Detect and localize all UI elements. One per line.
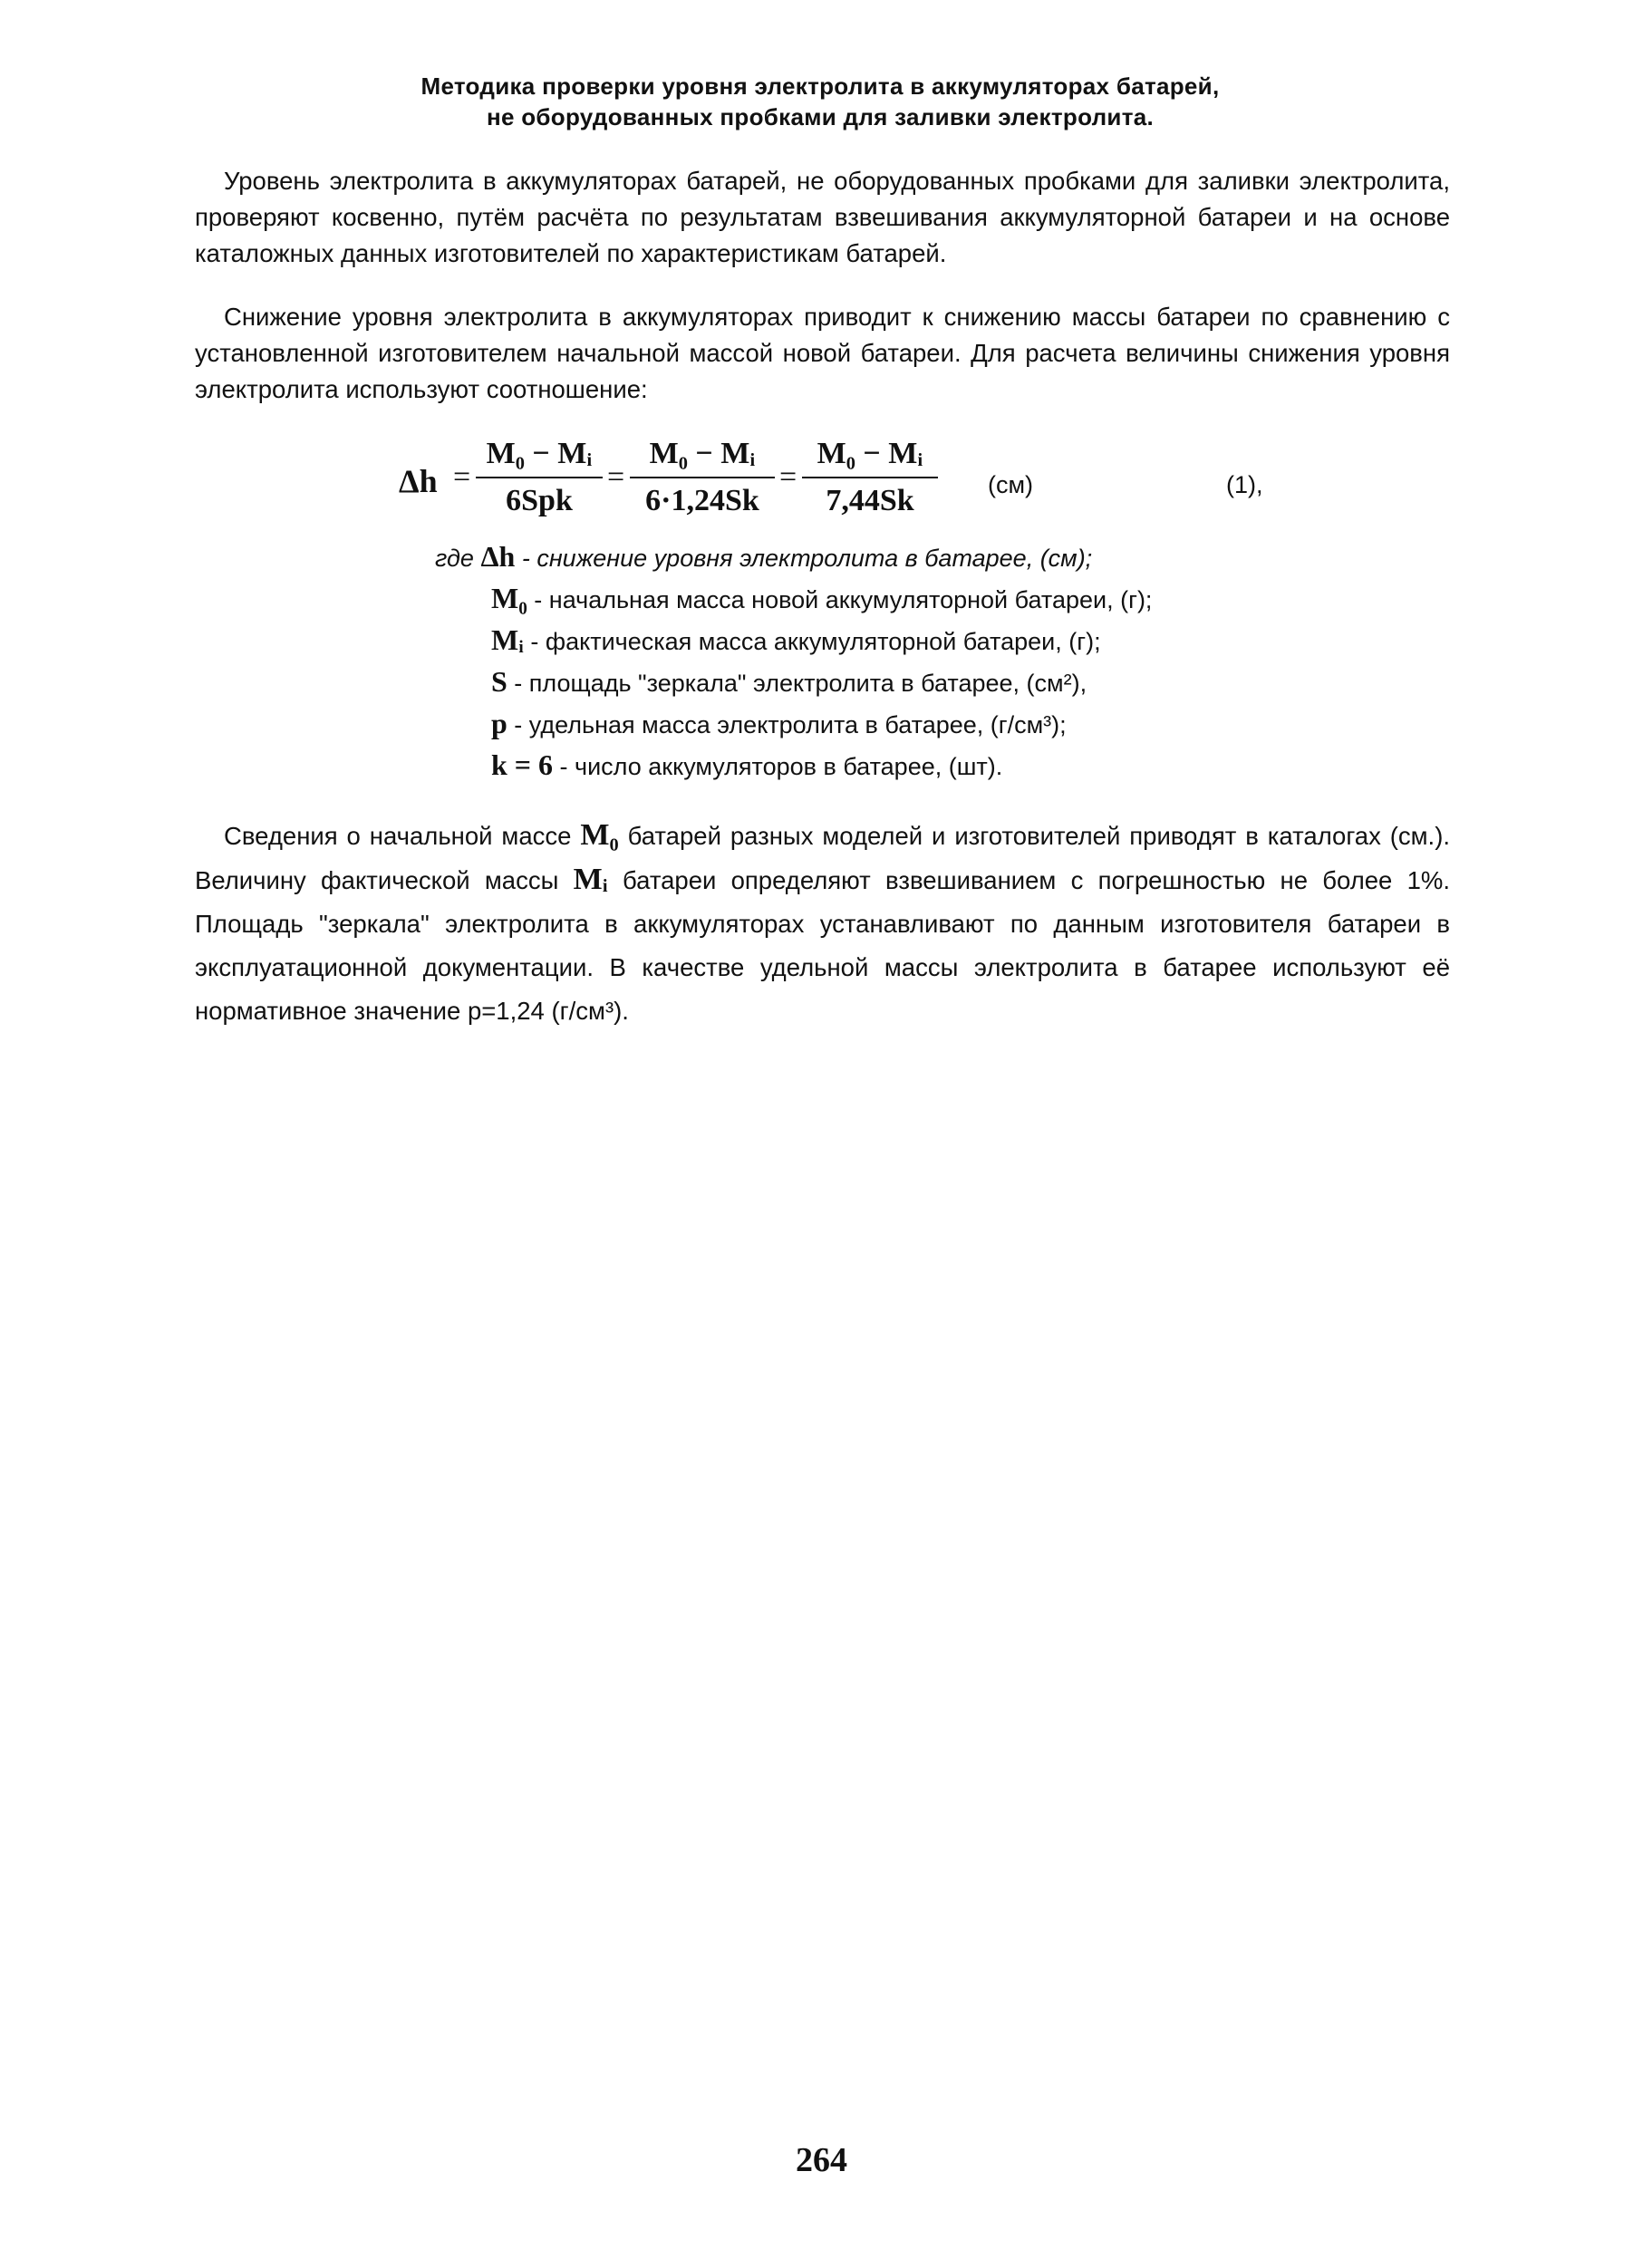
formula-1 [399, 433, 1305, 533]
definition-text: - фактическая масса аккумуляторной батареи, (г); [523, 628, 1101, 655]
page-number: 264 [796, 2141, 847, 2179]
formula-equals-2: = [607, 460, 625, 494]
document-title [227, 71, 1414, 132]
formula-fraction-3 [802, 433, 938, 522]
definitions-list [435, 536, 1432, 787]
definition-row [491, 578, 1432, 620]
paragraph-level-drop: Снижение уровня электролита в аккумуляторах приводит к снижению массы батареи по сравнению с установленной изготовителем начальной массой новой батареи. Для расчета величины снижения уровня электролита используют соотношение: [195, 303, 1450, 403]
paragraph3-text-3: батареи определяют взвешиванием с погрешностью не более 1%. Площадь "зеркала" электролита в аккумуляторах устанавливают по данным изготовителя батареи в эксплуатационной документации. В качестве удельной массы электролита в батарее используют её нормативное значение p=1,24 (г/см³). [195, 866, 1450, 1025]
definition-row [491, 703, 1432, 745]
definition-text: - площадь "зеркала" электролита в батарее, (см²), [507, 670, 1087, 697]
formula-equals-1: = [453, 460, 471, 494]
definition-row [491, 745, 1432, 787]
definition-symbol: Δh [480, 540, 516, 573]
title-line-2: не оборудованных пробками для заливки электролита. [486, 103, 1155, 130]
paragraph3-text-1: Сведения о начальной массе [224, 822, 581, 850]
paragraph3-symbol-m0: M₀ [580, 818, 619, 852]
paragraph-intro: Уровень электролита в аккумуляторах батарей, не оборудованных пробками для заливки электролита, проверяют косвенно, путём расчёта по результатам взвешивания аккумуляторной батареи и на основе каталожных данных изготовителей по характеристикам батарей. [195, 167, 1450, 267]
definition-text: - число аккумуляторов в батарее, (шт). [553, 753, 1003, 780]
fraction-2-numerator: M₀ − Mᵢ [649, 437, 756, 470]
formula-fraction-2 [630, 433, 775, 522]
definition-text: - начальная масса новой аккумуляторной батареи, (г); [527, 586, 1153, 613]
fraction-3-bar [802, 477, 938, 478]
paragraph-data-sources [195, 814, 1450, 1033]
paragraph3-text-2: батарей разных моделей и изготовителей приводят в каталогах (см.). Величину фактической массы [195, 822, 1450, 894]
formula-fraction-1 [476, 433, 603, 522]
definition-symbol: Mᵢ [491, 623, 524, 656]
definition-text: - удельная масса электролита в батарее, (г/см³); [507, 711, 1067, 738]
fraction-3-denominator: 7,44Sk [826, 484, 914, 517]
fraction-1-denominator: 6Spk [506, 484, 573, 517]
formula-number: (1), [1226, 471, 1263, 498]
definition-prefix: где [435, 545, 481, 572]
formula-unit: (см) [988, 471, 1034, 498]
definition-symbol: k = 6 [491, 748, 554, 781]
definition-row [491, 620, 1432, 661]
fraction-3-numerator: M₀ − Mᵢ [817, 437, 923, 470]
title-line-1: Методика проверки уровня электролита в аккумуляторах батарей, [420, 72, 1220, 100]
formula-equals-3: = [779, 460, 797, 494]
paragraph3-symbol-mi: Mᵢ [573, 863, 608, 896]
definition-symbol: p [491, 707, 507, 739]
formula-lhs: Δh [399, 463, 438, 499]
definition-symbol: M₀ [491, 582, 527, 614]
definition-symbol: S [491, 665, 507, 698]
definition-row [435, 536, 1432, 578]
fraction-1-numerator: M₀ − Mᵢ [486, 437, 593, 470]
fraction-1-bar [476, 477, 603, 478]
fraction-2-bar [630, 477, 775, 478]
definition-row [491, 661, 1432, 703]
definition-text: - снижение уровня электролита в батарее, (см); [515, 545, 1093, 572]
fraction-2-denominator: 6·1,24Sk [645, 484, 759, 517]
